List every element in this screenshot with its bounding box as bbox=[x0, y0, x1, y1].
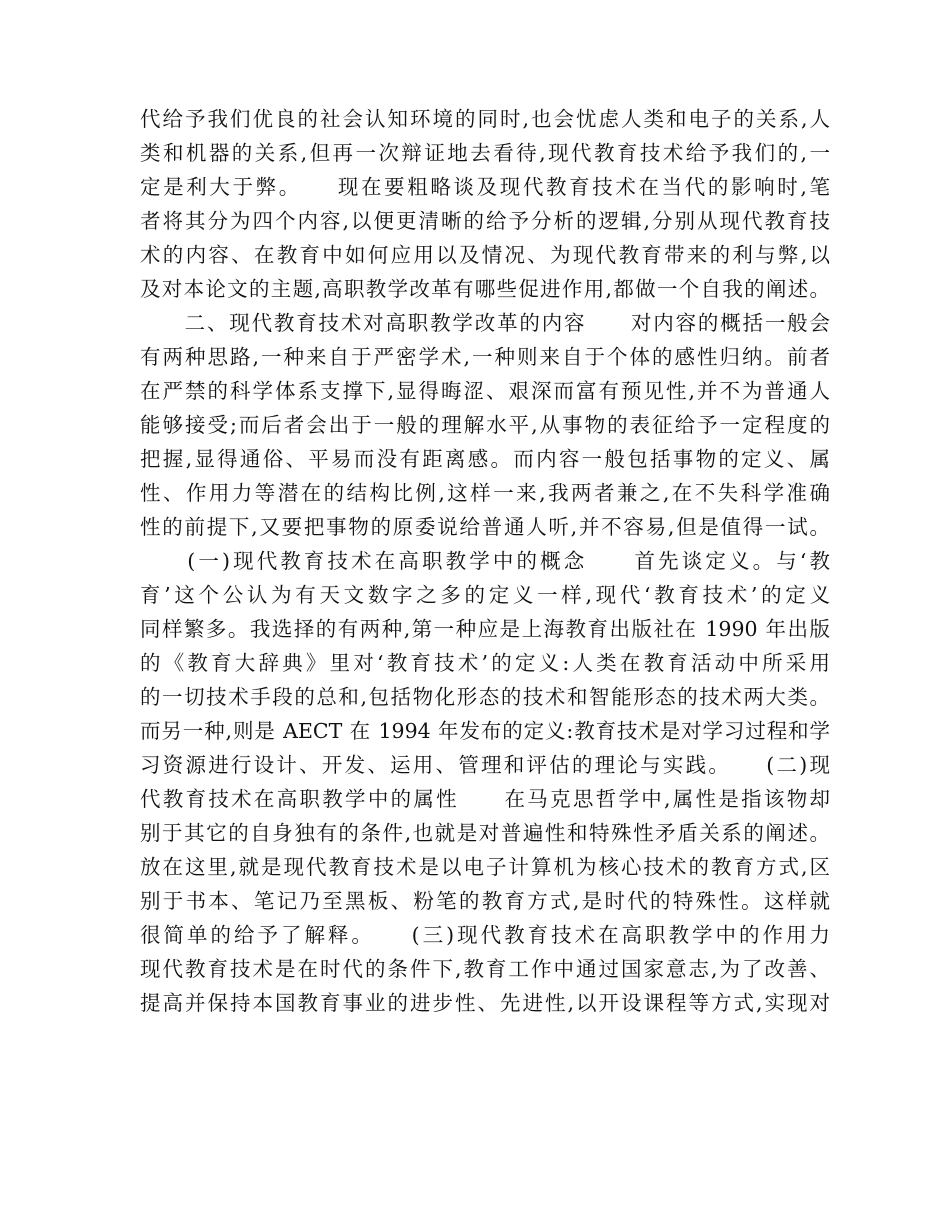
text-line: 现代教育技术是在时代的条件下,教育工作中通过国家意志,为了改善、 bbox=[140, 957, 830, 981]
text-line: 性、作用力等潜在的结构比例,这样一来,我两者兼之,在不失科学准确 bbox=[140, 481, 830, 505]
text-line: 放在这里,就是现代教育技术是以电子计算机为核心技术的教育方式,区 bbox=[140, 855, 830, 879]
text-line: 定是利大于弊。 现在要粗略谈及现代教育技术在当代的影响时,笔 bbox=[140, 175, 830, 199]
text-line: 能够接受;而后者会出于一般的理解水平,从事物的表征给予一定程度的 bbox=[140, 413, 830, 437]
text-line: 习资源进行设计、开发、运用、管理和评估的理论与实践。 (二)现 bbox=[140, 753, 830, 777]
text-line: 者将其分为四个内容,以便更清晰的给予分析的逻辑,分别从现代教育技 bbox=[140, 209, 830, 233]
text-line: 很简单的给予了解释。 (三)现代教育技术在高职教学中的作用力 bbox=[140, 923, 830, 947]
text-line: 而另一种,则是 AECT 在 1994 年发布的定义:教育技术是对学习过程和学 bbox=[140, 719, 830, 743]
text-line: 的一切技术手段的总和,包括物化形态的技术和智能形态的技术两大类。 bbox=[140, 685, 830, 709]
text-line: 提高并保持本国教育事业的进步性、先进性,以开设课程等方式,实现对 bbox=[140, 991, 830, 1015]
text-line: 别于书本、笔记乃至黑板、粉笔的教育方式,是时代的特殊性。这样就 bbox=[140, 889, 830, 913]
text-line: 有两种思路,一种来自于严密学术,一种则来自于个体的感性归纳。前者 bbox=[140, 345, 830, 369]
text-line: 类和机器的关系,但再一次辩证地去看待,现代教育技术给予我们的,一 bbox=[140, 141, 830, 165]
text-line: 的《教育大辞典》里对‘教育技术’的定义:人类在教育活动中所采用 bbox=[140, 651, 830, 675]
text-line: 同样繁多。我选择的有两种,第一种应是上海教育出版社在 1990 年出版 bbox=[140, 617, 830, 641]
text-line: 性的前提下,又要把事物的原委说给普通人听,并不容易,但是值得一试。 bbox=[140, 515, 830, 539]
body-text bbox=[140, 102, 830, 1020]
text-line: 及对本论文的主题,高职教学改革有哪些促进作用,都做一个自我的阐述。 bbox=[140, 277, 830, 301]
text-line: 在严禁的科学体系支撑下,显得晦涩、艰深而富有预见性,并不为普通人 bbox=[140, 379, 830, 403]
text-line: 代给予我们优良的社会认知环境的同时,也会忧虑人类和电子的关系,人 bbox=[140, 107, 830, 131]
text-line: 把握,显得通俗、平易而没有距离感。而内容一般包括事物的定义、属 bbox=[140, 447, 830, 471]
text-line: 别于其它的自身独有的条件,也就是对普遍性和特殊性矛盾关系的阐述。 bbox=[140, 821, 830, 845]
section-heading-line: 二、现代教育技术对高职教学改革的内容 对内容的概括一般会 bbox=[140, 311, 830, 335]
text-line: 术的内容、在教育中如何应用以及情况、为现代教育带来的利与弊,以 bbox=[140, 243, 830, 267]
subsection-heading-line: (一)现代教育技术在高职教学中的概念 首先谈定义。与‘教 bbox=[140, 549, 830, 573]
text-line: 代教育技术在高职教学中的属性 在马克思哲学中,属性是指该物却 bbox=[140, 787, 830, 811]
text-line: 育’这个公认为有天文数字之多的定义一样,现代‘教育技术’的定义 bbox=[140, 583, 830, 607]
